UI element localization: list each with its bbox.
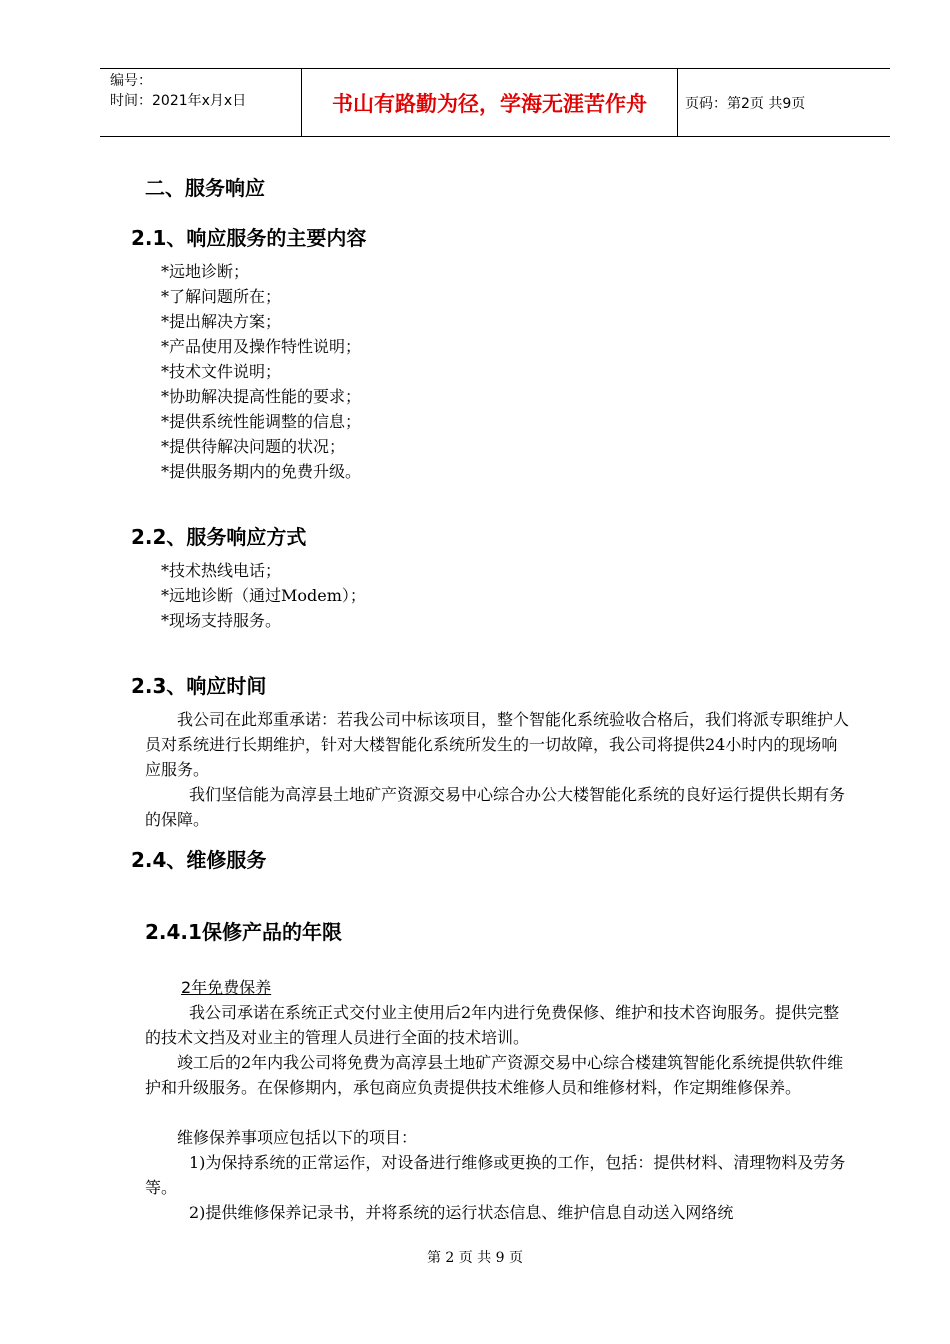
list-item: *提供待解决问题的状况；: [161, 437, 346, 456]
time-label: 时间：2021年x月x日: [110, 93, 247, 109]
paragraph: 竣工后的2年内我公司将免费为高淳县土地矿产资源交易中心综合楼建筑智能化系统提供软件维护和升级服务。在保修期内，承包商应负责提供技术维修人员和维修材料，作定期维修保养。: [145, 1053, 844, 1097]
list-item: *提出解决方案；: [161, 312, 282, 331]
list-item: *技术文件说明；: [161, 362, 282, 381]
response-content-list: [161, 259, 361, 484]
section-2-2-title: 2.2、服务响应方式: [131, 525, 307, 549]
paragraph: 我公司在此郑重承诺：若我公司中标该项目，整个智能化系统验收合格后，我们将派专职维护人员对系统进行长期维护，针对大楼智能化系统所发生的一切故障，我公司将提供24小时内的现场响应服务。: [145, 710, 850, 779]
header-meta: [110, 71, 246, 111]
section-2-4-title: 2.4、维修服务: [131, 848, 267, 872]
list-item: *技术热线电话；: [161, 561, 282, 580]
header-motto: 书山有路勤为径，学海无涯苦作舟: [332, 91, 647, 116]
subheading-text: 2年免费保养: [181, 978, 272, 997]
page-footer: 第 2 页 共 9 页: [426, 1250, 524, 1266]
page-label: 页码：第2页 共9页: [685, 96, 806, 112]
header-divider: [677, 69, 678, 136]
section-title: 二、服务响应: [145, 176, 265, 200]
response-method-list: [161, 558, 366, 633]
paragraph: 我公司承诺在系统正式交付业主使用后2年内进行免费保修、维护和技术咨询服务。提供完整的技术文挡及对业主的管理人员进行全面的技术培训。: [145, 1003, 840, 1047]
paragraph: 2)提供维修保养记录书，并将系统的运行状态信息、维护信息自动送入网络统: [189, 1203, 734, 1222]
paragraph: 我们坚信能为高淳县土地矿产资源交易中心综合办公大楼智能化系统的良好运行提供长期有务的保障。: [145, 785, 846, 829]
section-2-3-title: 2.3、响应时间: [131, 674, 267, 698]
subheading: [145, 977, 275, 999]
section-2-4-1-title: 2.4.1保修产品的年限: [145, 920, 342, 944]
paragraph: 1)为保持系统的正常运作，对设备进行维修或更换的工作，包括：提供材料、清理物料及劳务等。: [145, 1153, 846, 1197]
list-item: *远地诊断；: [161, 262, 250, 281]
list-item: *提供服务期内的免费升级。: [161, 462, 362, 481]
list-item: *了解问题所在；: [161, 287, 282, 306]
list-item: *协助解决提高性能的要求；: [161, 387, 362, 406]
list-item: *远地诊断（通过Modem）；: [161, 586, 366, 605]
number-label: 编号：: [110, 73, 152, 89]
page-header: [100, 68, 890, 137]
list-item: *产品使用及操作特性说明；: [161, 337, 362, 356]
list-item: *现场支持服务。: [161, 611, 282, 630]
list-item: *提供系统性能调整的信息；: [161, 412, 362, 431]
paragraph: 维修保养事项应包括以下的项目：: [177, 1128, 418, 1147]
section-2-1-title: 2.1、响应服务的主要内容: [131, 226, 367, 250]
